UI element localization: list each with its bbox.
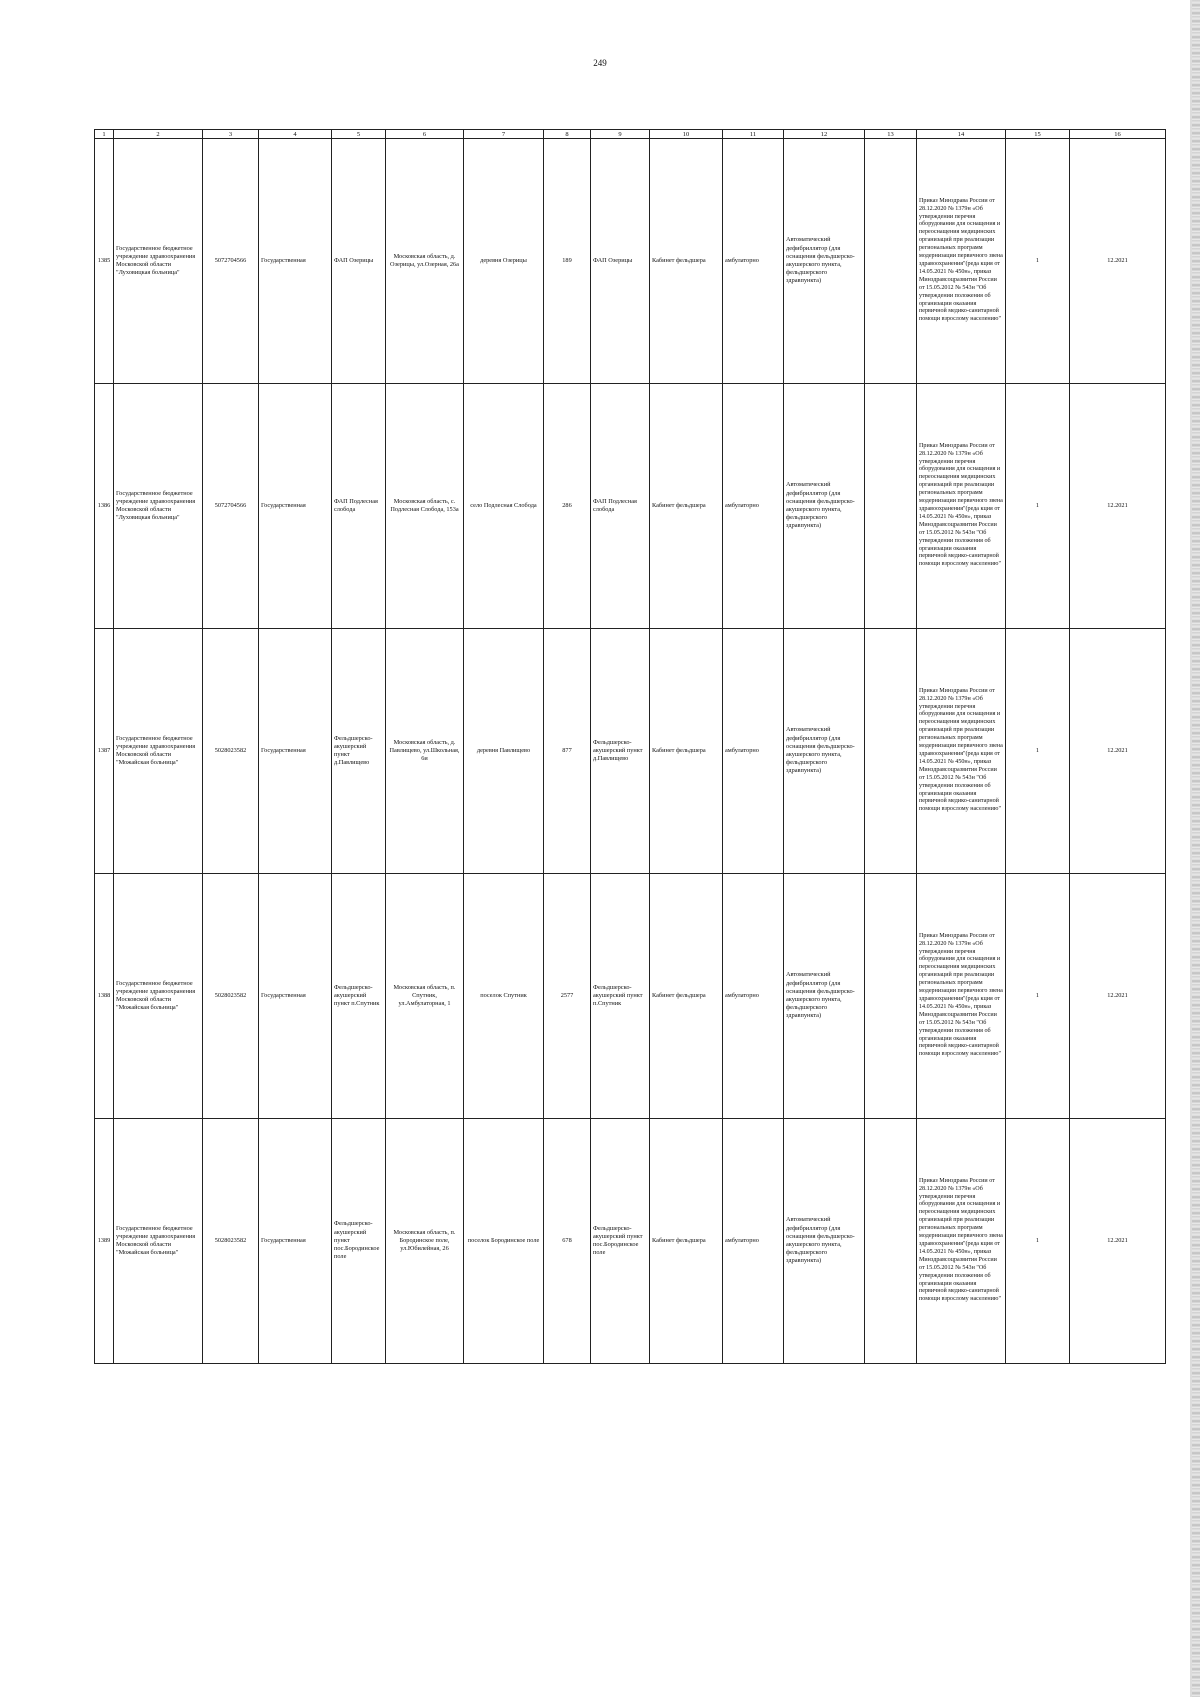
row-number: 1388 xyxy=(95,874,114,1119)
settlement: деревня Павлищево xyxy=(464,629,544,874)
room: Кабинет фельдшера xyxy=(650,629,723,874)
delivery-date: 12.2021 xyxy=(1070,874,1166,1119)
column-number: 8 xyxy=(544,130,591,139)
column-number: 2 xyxy=(114,130,203,139)
row-number: 1389 xyxy=(95,1119,114,1364)
population: 2577 xyxy=(544,874,591,1119)
row-number: 1386 xyxy=(95,384,114,629)
row-number: 1387 xyxy=(95,629,114,874)
inn: 5028023582 xyxy=(203,874,259,1119)
institution-name: Государственное бюджетное учреждение здравоохранения Московской области "Можайская больница" xyxy=(114,874,203,1119)
scan-edge xyxy=(1192,0,1200,1697)
delivery-date: 12.2021 xyxy=(1070,629,1166,874)
room: Кабинет фельдшера xyxy=(650,139,723,384)
quantity: 1 xyxy=(1006,874,1070,1119)
settlement: поселок Бородинское поле xyxy=(464,1119,544,1364)
care-condition: амбулаторно xyxy=(723,139,784,384)
column-number: 16 xyxy=(1070,130,1166,139)
equipment: Автоматический дефибриллятор (для оснащения фельдшерско-акушерского пункта, фельдшерского здравпункта) xyxy=(784,1119,865,1364)
legal-basis: Приказ Минздрава России от 28.12.2020 № 1379н «Об утверждении перечня оборудования для оснащения и переоснащения медицинских организаций при реализации региональных программ модернизации первичного звена здравоохранения"(реда кция от 14.05.2021 № 450н», приказ Минздравсоцразвития России от 15.05.2012 № 543н "Об утверждении положения об организации оказания первичной медико-санитарной помощи взрослому населению" xyxy=(917,1119,1006,1364)
population: 877 xyxy=(544,629,591,874)
table-row xyxy=(95,139,1166,384)
settlement: село Подлесная Слобода xyxy=(464,384,544,629)
facility-name: ФАП Подлесная слобода xyxy=(332,384,386,629)
quantity: 1 xyxy=(1006,1119,1070,1364)
legal-basis: Приказ Минздрава России от 28.12.2020 № 1379н «Об утверждении перечня оборудования для оснащения и переоснащения медицинских организаций при реализации региональных программ модернизации первичного звена здравоохранения"(реда кция от 14.05.2021 № 450н», приказ Минздравсоцразвития России от 15.05.2012 № 543н "Об утверждении положения об организации оказания первичной медико-санитарной помощи взрослому населению" xyxy=(917,629,1006,874)
table-row xyxy=(95,384,1166,629)
facility-name: Фельдшерско-акушерский пункт пос.Бородинское поле xyxy=(332,1119,386,1364)
population: 189 xyxy=(544,139,591,384)
institution-name: Государственное бюджетное учреждение здравоохранения Московской области "Луховицкая больница" xyxy=(114,139,203,384)
room: Кабинет фельдшера xyxy=(650,874,723,1119)
equipment: Автоматический дефибриллятор (для оснащения фельдшерско-акушерского пункта, фельдшерского здравпункта) xyxy=(784,384,865,629)
institution-name: Государственное бюджетное учреждение здравоохранения Московской области "Можайская больница" xyxy=(114,629,203,874)
ownership-form: Государственная xyxy=(259,629,332,874)
population: 678 xyxy=(544,1119,591,1364)
registry-table xyxy=(94,129,1166,1364)
column-number: 4 xyxy=(259,130,332,139)
room: Кабинет фельдшера xyxy=(650,384,723,629)
column-number: 15 xyxy=(1006,130,1070,139)
column-13-cell xyxy=(865,629,917,874)
delivery-date: 12.2021 xyxy=(1070,139,1166,384)
structural-unit: ФАП Озерицы xyxy=(591,139,650,384)
care-condition: амбулаторно xyxy=(723,384,784,629)
table-row xyxy=(95,1119,1166,1364)
inn: 5072704566 xyxy=(203,139,259,384)
quantity: 1 xyxy=(1006,384,1070,629)
quantity: 1 xyxy=(1006,629,1070,874)
room: Кабинет фельдшера xyxy=(650,1119,723,1364)
delivery-date: 12.2021 xyxy=(1070,384,1166,629)
settlement: поселок Спутник xyxy=(464,874,544,1119)
page-number: 249 xyxy=(593,58,607,68)
facility-address: Московская область, п. Спутник, ул.Амбулаторная, 1 xyxy=(386,874,464,1119)
column-number: 9 xyxy=(591,130,650,139)
column-number: 13 xyxy=(865,130,917,139)
column-number: 12 xyxy=(784,130,865,139)
care-condition: амбулаторно xyxy=(723,629,784,874)
population: 286 xyxy=(544,384,591,629)
structural-unit: Фельдшерско-акушерский пункт п.Спутник xyxy=(591,874,650,1119)
equipment: Автоматический дефибриллятор (для оснащения фельдшерско-акушерского пункта, фельдшерского здравпункта) xyxy=(784,629,865,874)
column-number-row xyxy=(95,130,1166,139)
column-number: 6 xyxy=(386,130,464,139)
column-number: 5 xyxy=(332,130,386,139)
equipment: Автоматический дефибриллятор (для оснащения фельдшерско-акушерского пункта, фельдшерского здравпункта) xyxy=(784,139,865,384)
column-number: 14 xyxy=(917,130,1006,139)
column-number: 7 xyxy=(464,130,544,139)
equipment: Автоматический дефибриллятор (для оснащения фельдшерско-акушерского пункта, фельдшерского здравпункта) xyxy=(784,874,865,1119)
delivery-date: 12.2021 xyxy=(1070,1119,1166,1364)
facility-name: Фельдшерско-акушерский пункт д.Павлищево xyxy=(332,629,386,874)
facility-address: Московская область, с. Подлесная Слобода, 153а xyxy=(386,384,464,629)
facility-address: Московская область, д. Павлищево, ул.Школьная, 6и xyxy=(386,629,464,874)
institution-name: Государственное бюджетное учреждение здравоохранения Московской области "Луховицкая больница" xyxy=(114,384,203,629)
ownership-form: Государственная xyxy=(259,874,332,1119)
column-number: 10 xyxy=(650,130,723,139)
care-condition: амбулаторно xyxy=(723,874,784,1119)
column-13-cell xyxy=(865,1119,917,1364)
structural-unit: Фельдшерско-акушерский пункт пос.Бородинское поле xyxy=(591,1119,650,1364)
column-number: 1 xyxy=(95,130,114,139)
ownership-form: Государственная xyxy=(259,139,332,384)
column-number: 3 xyxy=(203,130,259,139)
inn: 5072704566 xyxy=(203,384,259,629)
table-row xyxy=(95,874,1166,1119)
facility-name: ФАП Озерицы xyxy=(332,139,386,384)
facility-name: Фельдшерско-акушерский пункт п.Спутник xyxy=(332,874,386,1119)
table-row xyxy=(95,629,1166,874)
care-condition: амбулаторно xyxy=(723,1119,784,1364)
institution-name: Государственное бюджетное учреждение здравоохранения Московской области "Можайская больница" xyxy=(114,1119,203,1364)
settlement: деревня Озерицы xyxy=(464,139,544,384)
structural-unit: ФАП Подлесная слобода xyxy=(591,384,650,629)
column-13-cell xyxy=(865,874,917,1119)
inn: 5028023582 xyxy=(203,1119,259,1364)
row-number: 1385 xyxy=(95,139,114,384)
legal-basis: Приказ Минздрава России от 28.12.2020 № 1379н «Об утверждении перечня оборудования для оснащения и переоснащения медицинских организаций при реализации региональных программ модернизации первичного звена здравоохранения"(реда кция от 14.05.2021 № 450н», приказ Минздравсоцразвития России от 15.05.2012 № 543н "Об утверждении положения об организации оказания первичной медико-санитарной помощи взрослому населению" xyxy=(917,139,1006,384)
structural-unit: Фельдшерско-акушерский пункт д.Павлищево xyxy=(591,629,650,874)
ownership-form: Государственная xyxy=(259,1119,332,1364)
legal-basis: Приказ Минздрава России от 28.12.2020 № 1379н «Об утверждении перечня оборудования для оснащения и переоснащения медицинских организаций при реализации региональных программ модернизации первичного звена здравоохранения"(реда кция от 14.05.2021 № 450н», приказ Минздравсоцразвития России от 15.05.2012 № 543н "Об утверждении положения об организации оказания первичной медико-санитарной помощи взрослому населению" xyxy=(917,874,1006,1119)
facility-address: Московская область, п. Бородинское поле, ул.Юбилейная, 26 xyxy=(386,1119,464,1364)
inn: 5028023582 xyxy=(203,629,259,874)
quantity: 1 xyxy=(1006,139,1070,384)
legal-basis: Приказ Минздрава России от 28.12.2020 № 1379н «Об утверждении перечня оборудования для оснащения и переоснащения медицинских организаций при реализации региональных программ модернизации первичного звена здравоохранения"(реда кция от 14.05.2021 № 450н», приказ Минздравсоцразвития России от 15.05.2012 № 543н "Об утверждении положения об организации оказания первичной медико-санитарной помощи взрослому населению" xyxy=(917,384,1006,629)
facility-address: Московская область, д. Озерицы, ул.Озерная, 26а xyxy=(386,139,464,384)
column-13-cell xyxy=(865,384,917,629)
ownership-form: Государственная xyxy=(259,384,332,629)
column-13-cell xyxy=(865,139,917,384)
column-number: 11 xyxy=(723,130,784,139)
